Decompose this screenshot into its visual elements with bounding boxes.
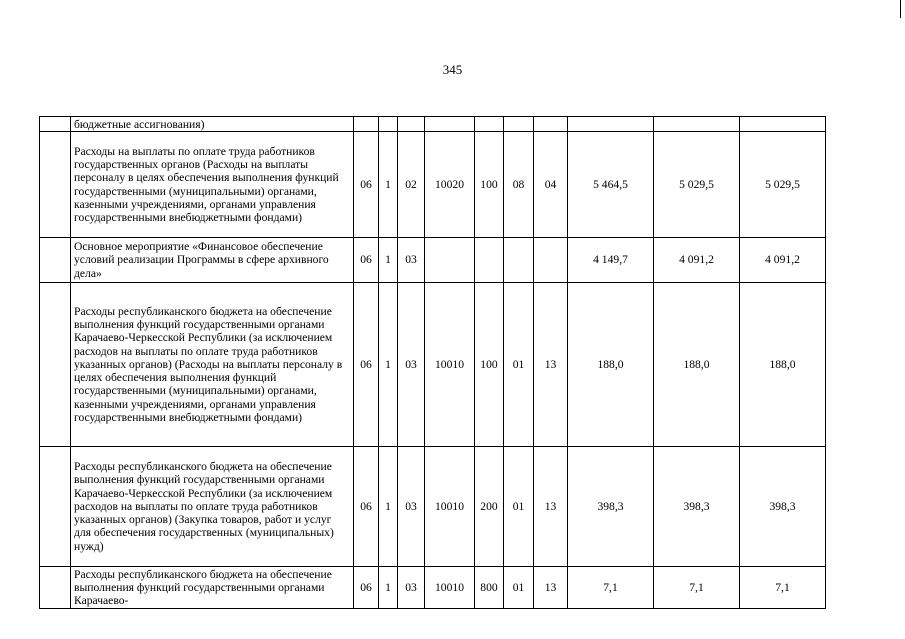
amount-cell: 188,0 <box>654 283 740 447</box>
row-number-cell <box>40 132 71 238</box>
row-number-cell <box>40 567 71 609</box>
description-cell: Расходы республиканского бюджета на обеспечение выполнения функций государственными органами Карачаево- <box>71 567 354 609</box>
code-cell: 10020 <box>425 132 475 238</box>
description-cell: Расходы республиканского бюджета на обеспечение выполнения функций государственными органами Карачаево-Черкесской Республики (за исключением расходов на выплаты по оплате труда работников указанных органов) (Закупка товаров, работ и услуг для обеспечения государственных (муниципальных) нужд) <box>71 447 354 567</box>
page-number: 345 <box>442 62 463 77</box>
code-cell <box>379 117 398 132</box>
code-cell: 04 <box>534 132 568 238</box>
amount-cell: 4 091,2 <box>740 238 826 283</box>
amount-cell <box>568 117 654 132</box>
code-cell: 1 <box>379 447 398 567</box>
amount-cell: 188,0 <box>568 283 654 447</box>
code-cell: 03 <box>398 238 425 283</box>
amount-cell: 398,3 <box>654 447 740 567</box>
code-cell: 800 <box>475 567 504 609</box>
amount-cell <box>740 117 826 132</box>
description-cell: Расходы на выплаты по оплате труда работников государственных органов (Расходы на выплаты персоналу в целях обеспечения выполнения функций государственными (муниципальными) органами, казенными учреждениями, органами управления государственными внебюджетными фондами) <box>71 132 354 238</box>
description-cell: Расходы республиканского бюджета на обеспечение выполнения функций государственными органами Карачаево-Черкесской Республики (за исключением расходов на выплаты по оплате труда работников указанных органов) (Расходы на выплаты персоналу в целях обеспечения выполнения функций государственными (муниципальными) органами, казенными учреждениями, органами управления государственными внебюджетными фондами) <box>71 283 354 447</box>
code-cell: 100 <box>475 283 504 447</box>
code-cell: 02 <box>398 132 425 238</box>
code-cell: 10010 <box>425 567 475 609</box>
code-cell <box>398 117 425 132</box>
code-cell: 200 <box>475 447 504 567</box>
amount-cell: 188,0 <box>740 283 826 447</box>
code-cell: 03 <box>398 447 425 567</box>
code-cell: 13 <box>534 283 568 447</box>
code-cell: 06 <box>354 567 379 609</box>
code-cell: 10010 <box>425 283 475 447</box>
scan-edge-mark <box>900 0 901 18</box>
code-cell <box>425 117 475 132</box>
code-cell: 13 <box>534 447 568 567</box>
table-row <box>40 447 826 567</box>
table-row <box>40 567 826 609</box>
amount-cell: 5 464,5 <box>568 132 654 238</box>
row-number-cell <box>40 283 71 447</box>
amount-cell <box>654 117 740 132</box>
code-cell: 06 <box>354 447 379 567</box>
budget-table <box>39 116 826 609</box>
code-cell: 01 <box>504 283 534 447</box>
code-cell: 1 <box>379 283 398 447</box>
amount-cell: 7,1 <box>740 567 826 609</box>
code-cell: 13 <box>534 567 568 609</box>
code-cell: 06 <box>354 238 379 283</box>
code-cell: 06 <box>354 283 379 447</box>
code-cell <box>504 238 534 283</box>
amount-cell: 398,3 <box>740 447 826 567</box>
code-cell: 1 <box>379 132 398 238</box>
code-cell: 06 <box>354 132 379 238</box>
code-cell: 1 <box>379 238 398 283</box>
row-number-cell <box>40 238 71 283</box>
table-row <box>40 117 826 132</box>
code-cell <box>534 238 568 283</box>
code-cell <box>354 117 379 132</box>
code-cell: 08 <box>504 132 534 238</box>
table-row <box>40 238 826 283</box>
table-row <box>40 283 826 447</box>
code-cell: 01 <box>504 567 534 609</box>
code-cell: 03 <box>398 567 425 609</box>
code-cell: 1 <box>379 567 398 609</box>
code-cell: 100 <box>475 132 504 238</box>
description-cell: Основное мероприятие «Финансовое обеспечение условий реализации Программы в сфере архивного дела» <box>71 238 354 283</box>
code-cell <box>475 238 504 283</box>
description-cell: бюджетные ассигнования) <box>71 117 354 132</box>
code-cell <box>475 117 504 132</box>
amount-cell: 4 091,2 <box>654 238 740 283</box>
amount-cell: 398,3 <box>568 447 654 567</box>
table-row <box>40 132 826 238</box>
amount-cell: 7,1 <box>654 567 740 609</box>
amount-cell: 5 029,5 <box>654 132 740 238</box>
amount-cell: 4 149,7 <box>568 238 654 283</box>
row-number-cell <box>40 117 71 132</box>
amount-cell: 7,1 <box>568 567 654 609</box>
code-cell: 03 <box>398 283 425 447</box>
code-cell <box>425 238 475 283</box>
code-cell: 01 <box>504 447 534 567</box>
row-number-cell <box>40 447 71 567</box>
amount-cell: 5 029,5 <box>740 132 826 238</box>
code-cell <box>504 117 534 132</box>
code-cell <box>534 117 568 132</box>
code-cell: 10010 <box>425 447 475 567</box>
